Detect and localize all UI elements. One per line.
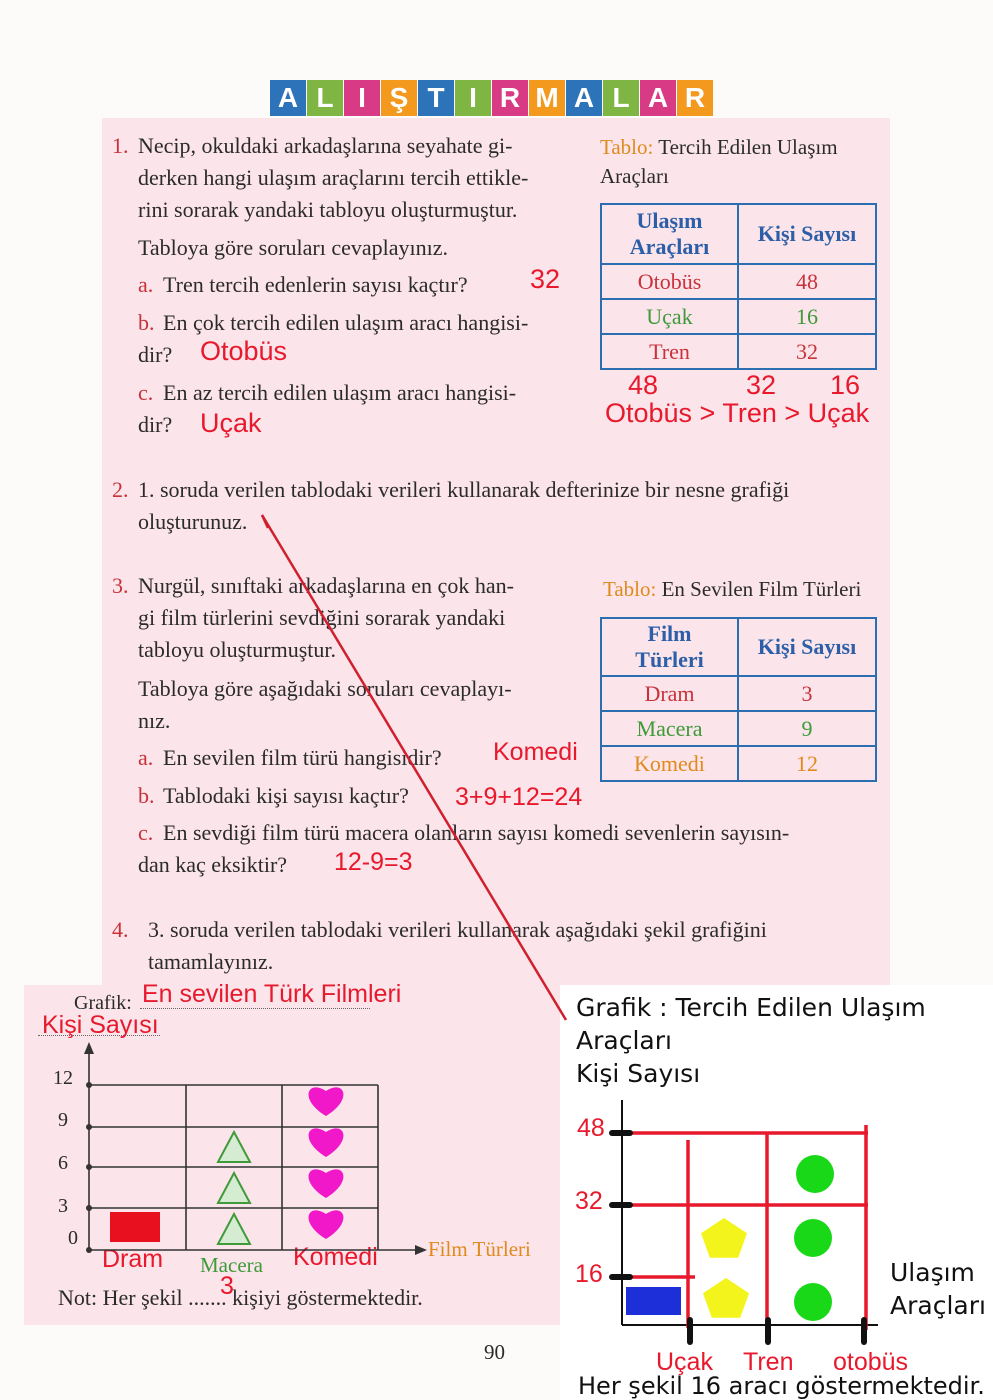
table-cell-value: 9 <box>738 711 876 746</box>
otobus-circle-mark <box>794 1283 832 1321</box>
category-komedi: Komedi <box>293 1243 378 1271</box>
y-tick: 6 <box>58 1152 68 1174</box>
q3a-text: En sevilen film türü hangisidir? <box>163 745 442 770</box>
q3c-text-1: En sevdiği film türü macera olanların sayısı komedi sevenlerin sayısın- <box>163 820 790 845</box>
q1-line-3: rini sorarak yandaki tabloyu oluşturmuştur. <box>138 197 518 222</box>
banner-letter: M <box>529 80 565 116</box>
q4-line-1: 3. soruda verilen tablodaki verileri kullanarak aşağıdaki şekil grafiğini <box>148 917 767 942</box>
film-graph-title-answer: En sevilen Türk Filmleri <box>142 980 402 1008</box>
tren-pentagon-mark <box>701 1218 747 1258</box>
q3c-answer: 12-9=3 <box>334 848 413 876</box>
film-table-head-2: Kişi Sayısı <box>738 618 876 676</box>
komedi-heart-mark <box>309 1169 344 1198</box>
category-tren: Tren <box>743 1348 794 1376</box>
q1c-text-1: En az tercih edilen ulaşım aracı hangisi- <box>163 380 517 405</box>
q4-line-2: tamamlayınız. <box>148 949 274 974</box>
transport-table-head-2: Kişi Sayısı <box>738 204 876 264</box>
q1-table-caption-2: Araçları <box>600 164 669 188</box>
table-cell-name: Komedi <box>601 746 738 781</box>
q1b-text-1: En çok tercih edilen ulaşım aracı hangisi- <box>163 310 529 335</box>
q1a-label: a. <box>138 272 154 297</box>
banner-letter: I <box>344 80 380 116</box>
q1-line-1: Necip, okuldaki arkadaşlarına seyahate gi- <box>138 133 513 158</box>
komedi-heart-mark <box>309 1087 344 1116</box>
otobus-circle-mark <box>794 1219 832 1257</box>
table-cell-value: 32 <box>738 334 876 369</box>
note-num-ucak: 16 <box>830 370 861 400</box>
y-tick: 9 <box>58 1109 68 1131</box>
q3-table-caption: Tablo: En Sevilen Film Türleri <box>603 577 862 601</box>
transport-graph-footer: Her şekil 16 aracı göstermektedir. <box>578 1372 985 1400</box>
banner-letter: L <box>307 80 343 116</box>
film-graph-y-label: Kişi Sayısı <box>42 1011 159 1039</box>
table-cell-value: 16 <box>738 299 876 334</box>
table-cell-value: 12 <box>738 746 876 781</box>
banner-letter: A <box>640 80 676 116</box>
otobus-circle-mark <box>796 1155 834 1193</box>
table-cell-name: Uçak <box>601 299 738 334</box>
caption-label: Tablo: <box>600 135 654 159</box>
y-tick: 0 <box>68 1227 78 1249</box>
y-tick: 48 <box>577 1114 605 1142</box>
transport-marks <box>626 1155 834 1321</box>
q3c-text-2: dan kaç eksiktir? <box>138 852 288 877</box>
macera-triangle-mark <box>218 1132 250 1162</box>
film-marks <box>110 1087 343 1244</box>
transport-table-head-1: Ulaşım Araçları <box>601 204 738 264</box>
table-cell-name: Otobüs <box>601 264 738 299</box>
q2-line-2: oluşturunuz. <box>138 509 248 534</box>
q1-instruction: Tabloya göre soruları cevaplayınız. <box>138 235 448 260</box>
y-tick: 32 <box>575 1187 603 1215</box>
komedi-heart-mark <box>309 1128 344 1157</box>
q1-line-2: derken hangi ulaşım araçlarını tercih ettikle- <box>138 165 529 190</box>
transport-graph-y-label: Kişi Sayısı <box>576 1059 701 1088</box>
table-cell-name: Dram <box>601 676 738 711</box>
q1a-answer: 32 <box>530 264 561 294</box>
q3-instruction-1: Tabloya göre aşağıdaki soruları cevaplayı- <box>138 676 512 701</box>
transport-graph-x-label-2: Araçları <box>890 1291 986 1320</box>
q1b-answer: Otobüs <box>200 336 288 366</box>
q3c-label: c. <box>138 820 154 845</box>
q3-line-3: tabloyu oluşturmuştur. <box>138 637 336 662</box>
q1a-text: Tren tercih edenlerin sayısı kaçtır? <box>163 272 468 297</box>
banner-letter: A <box>566 80 602 116</box>
q1-number: 1. <box>112 133 129 158</box>
q3b-text: Tablodaki kişi sayısı kaçtır? <box>163 783 409 808</box>
film-x-arrow <box>415 1245 427 1255</box>
transport-graph-x-label-1: Ulaşım <box>890 1258 975 1287</box>
ucak-square-mark <box>626 1287 681 1315</box>
category-ucak: Uçak <box>656 1348 713 1376</box>
y-tick: 12 <box>53 1067 73 1089</box>
q1b-text-2: dir? <box>138 342 173 367</box>
q1c-answer: Uçak <box>200 408 262 438</box>
banner-letter: A <box>270 80 306 116</box>
y-tick: 16 <box>575 1260 603 1288</box>
table-cell-name: Macera <box>601 711 738 746</box>
note-num-tren: 32 <box>746 370 777 400</box>
film-graph-note-answer: 3 <box>220 1272 234 1300</box>
note-num-otobus: 48 <box>628 370 659 400</box>
table-cell-value: 48 <box>738 264 876 299</box>
q3-number: 3. <box>112 573 129 598</box>
transport-graph-title-1: Grafik : Tercih Edilen Ulaşım <box>576 993 926 1022</box>
q1c-text-2: dir? <box>138 412 173 437</box>
film-graph-label: Grafik: <box>74 992 132 1014</box>
table-cell-name: Tren <box>601 334 738 369</box>
q3-line-2: gi film türlerini sevdiğini sorarak yandaki <box>138 605 506 630</box>
film-graph-x-label: Film Türleri <box>428 1237 531 1261</box>
q2-number: 2. <box>112 477 129 502</box>
connector-line <box>262 515 566 1020</box>
q2-line-1: 1. soruda verilen tablodaki verileri kullanarak defterinize bir nesne grafiği <box>138 477 790 502</box>
banner-letter: R <box>492 80 528 116</box>
dram-square-mark <box>110 1212 160 1242</box>
category-dram: Dram <box>102 1245 164 1273</box>
banner-letter: I <box>455 80 491 116</box>
banner-letter: R <box>677 80 713 116</box>
q3a-label: a. <box>138 745 154 770</box>
banner-letter: L <box>603 80 639 116</box>
page-number: 90 <box>484 1340 505 1364</box>
table-cell-value: 3 <box>738 676 876 711</box>
macera-triangle-mark <box>218 1214 250 1244</box>
caption-text: Tercih Edilen Ulaşım <box>658 135 838 159</box>
q3b-label: b. <box>138 783 155 808</box>
q1b-label: b. <box>138 310 155 335</box>
q3-instruction-2: nız. <box>138 708 171 733</box>
category-macera: Macera <box>200 1253 263 1277</box>
banner-letter: Ş <box>381 80 417 116</box>
note-order: Otobüs > Tren > Uçak <box>605 398 870 428</box>
komedi-heart-mark <box>309 1210 344 1239</box>
q3a-answer: Komedi <box>493 738 578 766</box>
film-y-arrow <box>84 1042 94 1054</box>
film-graph-note: Not: Her şekil ....... kişiyi göstermektedir. <box>58 1285 423 1310</box>
tren-pentagon-mark <box>703 1278 749 1318</box>
y-tick: 3 <box>58 1195 68 1217</box>
q3-line-1: Nurgül, sınıftaki arkadaşlarına en çok han- <box>138 573 514 598</box>
film-table-head-1: Film Türleri <box>601 618 738 676</box>
banner-letter: T <box>418 80 454 116</box>
q4-number: 4. <box>112 917 129 942</box>
transport-graph-title-2: Araçları <box>576 1026 672 1055</box>
q3b-answer: 3+9+12=24 <box>455 783 583 811</box>
q1c-label: c. <box>138 380 154 405</box>
category-otobus: otobüs <box>833 1348 909 1376</box>
macera-triangle-mark <box>218 1173 250 1203</box>
